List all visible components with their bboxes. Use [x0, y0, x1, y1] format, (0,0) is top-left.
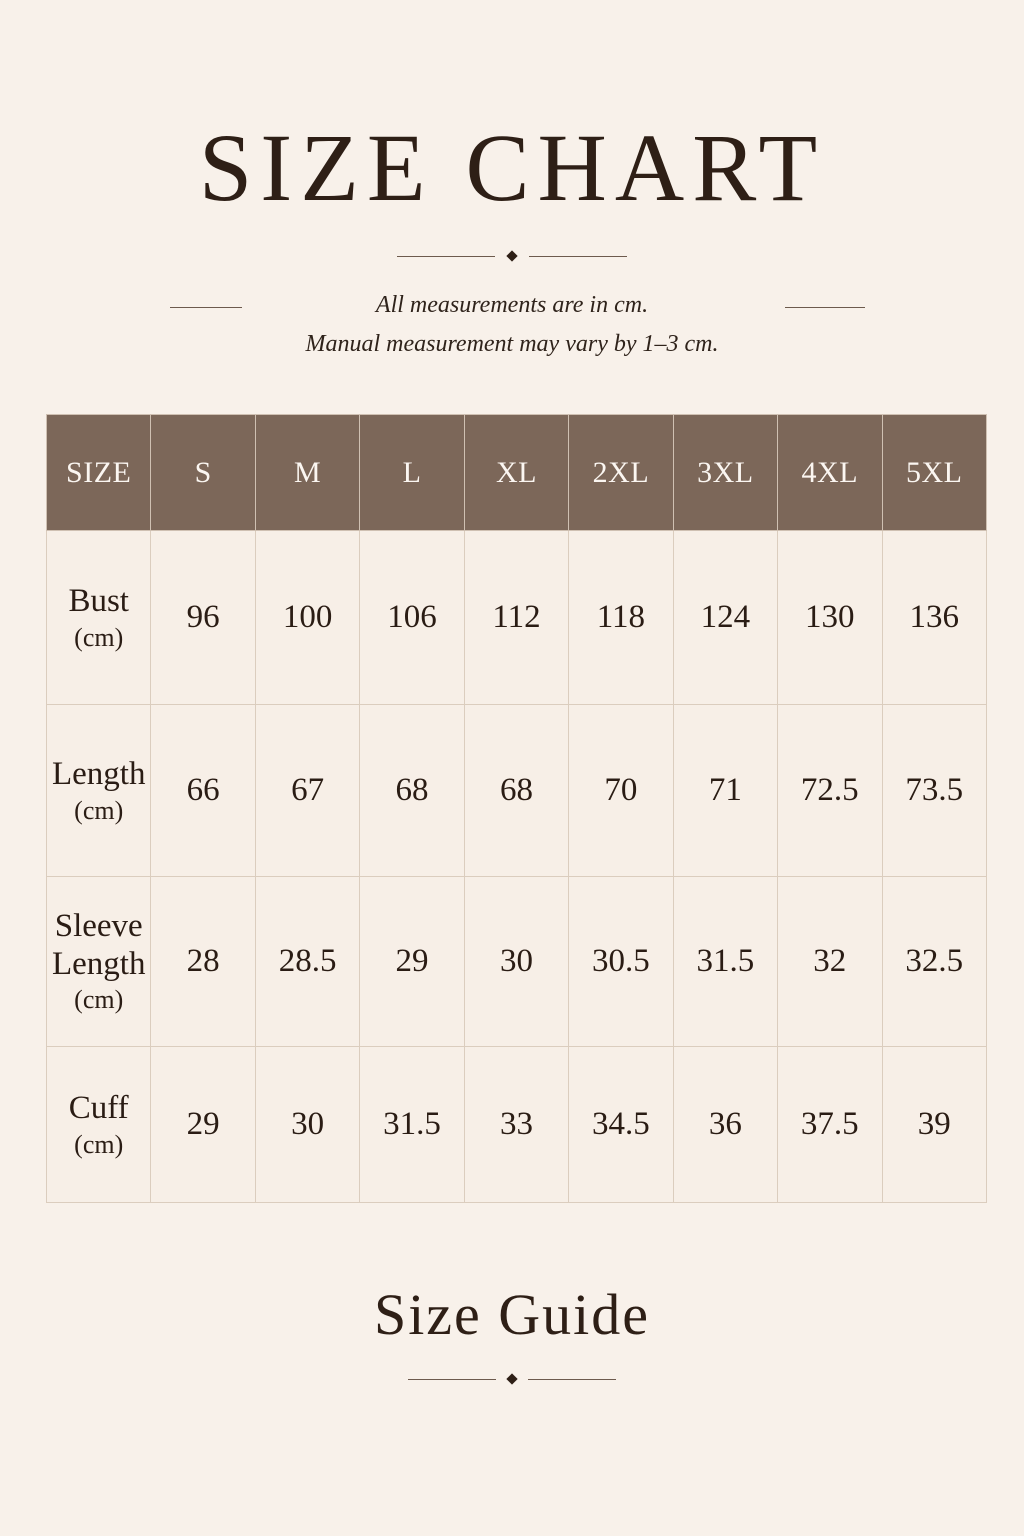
page-title: SIZE CHART — [198, 114, 826, 221]
row-label-text: Cuff — [68, 1089, 129, 1126]
table-cell: 72.5 — [778, 705, 882, 877]
measurement-variance-note: Manual measurement may vary by 1–3 cm. — [305, 331, 719, 357]
diamond-icon — [506, 1373, 517, 1384]
header-2xl: 2XL — [569, 415, 673, 531]
header-size: SIZE — [47, 415, 151, 531]
table-cell: 70 — [569, 705, 673, 877]
row-label-cuff — [47, 1047, 151, 1203]
table-cell: 31.5 — [360, 1047, 464, 1203]
table-cell: 66 — [151, 705, 255, 877]
size-guide-title: Size Guide — [373, 1282, 651, 1347]
table-cell: 33 — [464, 1047, 568, 1203]
table-cell: 73.5 — [882, 705, 987, 877]
row-label-unit: (cm) — [74, 622, 124, 652]
table-cell: 68 — [360, 705, 464, 877]
header-m: M — [255, 415, 359, 531]
divider-line-right — [528, 1379, 616, 1380]
row-label-bust — [47, 531, 151, 705]
title-divider — [397, 248, 627, 266]
header-4xl: 4XL — [778, 415, 882, 531]
diamond-icon — [506, 250, 517, 261]
header-s: S — [151, 415, 255, 531]
table-cell: 31.5 — [673, 877, 777, 1047]
table-row — [47, 877, 987, 1047]
table-cell: 136 — [882, 531, 987, 705]
table-cell: 29 — [360, 877, 464, 1047]
footer-divider — [408, 1371, 616, 1389]
table-cell: 67 — [255, 705, 359, 877]
table-row — [47, 705, 987, 877]
row-label-length — [47, 705, 151, 877]
table-cell: 124 — [673, 531, 777, 705]
divider-line-left — [397, 256, 495, 257]
table-cell: 39 — [882, 1047, 987, 1203]
table-row — [47, 531, 987, 705]
header-l: L — [360, 415, 464, 531]
measurement-note: All measurements are in cm. — [375, 292, 649, 318]
table-cell: 30 — [255, 1047, 359, 1203]
header-xl: XL — [464, 415, 568, 531]
divider-line-right — [529, 256, 627, 257]
table-cell: 68 — [464, 705, 568, 877]
measurement-notes — [0, 286, 1024, 364]
header-5xl: 5XL — [882, 415, 987, 531]
table-cell: 100 — [255, 531, 359, 705]
table-cell: 36 — [673, 1047, 777, 1203]
header-3xl: 3XL — [673, 415, 777, 531]
table-cell: 32.5 — [882, 877, 987, 1047]
table-cell: 118 — [569, 531, 673, 705]
table-cell: 28.5 — [255, 877, 359, 1047]
row-label-text-line-2: Length — [51, 945, 146, 982]
table-cell: 34.5 — [569, 1047, 673, 1203]
table-cell: 112 — [464, 531, 568, 705]
row-label-unit: (cm) — [74, 795, 124, 825]
table-cell: 106 — [360, 531, 464, 705]
table-cell: 29 — [151, 1047, 255, 1203]
row-label-unit: (cm) — [74, 1129, 124, 1159]
table-cell: 37.5 — [778, 1047, 882, 1203]
table-cell: 32 — [778, 877, 882, 1047]
size-table — [46, 414, 987, 1203]
row-label-text: Sleeve — [54, 907, 143, 944]
divider-line-left — [408, 1379, 496, 1380]
row-label-unit: (cm) — [74, 985, 124, 1015]
row-label-text: Bust — [68, 582, 129, 619]
table-cell: 130 — [778, 531, 882, 705]
row-label-text: Length — [51, 755, 146, 792]
table-cell: 30 — [464, 877, 568, 1047]
row-label-sleeve-length — [47, 877, 151, 1047]
table-cell: 30.5 — [569, 877, 673, 1047]
table-cell: 28 — [151, 877, 255, 1047]
table-cell: 96 — [151, 531, 255, 705]
table-row — [47, 1047, 987, 1203]
table-header-row — [47, 415, 987, 531]
table-cell: 71 — [673, 705, 777, 877]
